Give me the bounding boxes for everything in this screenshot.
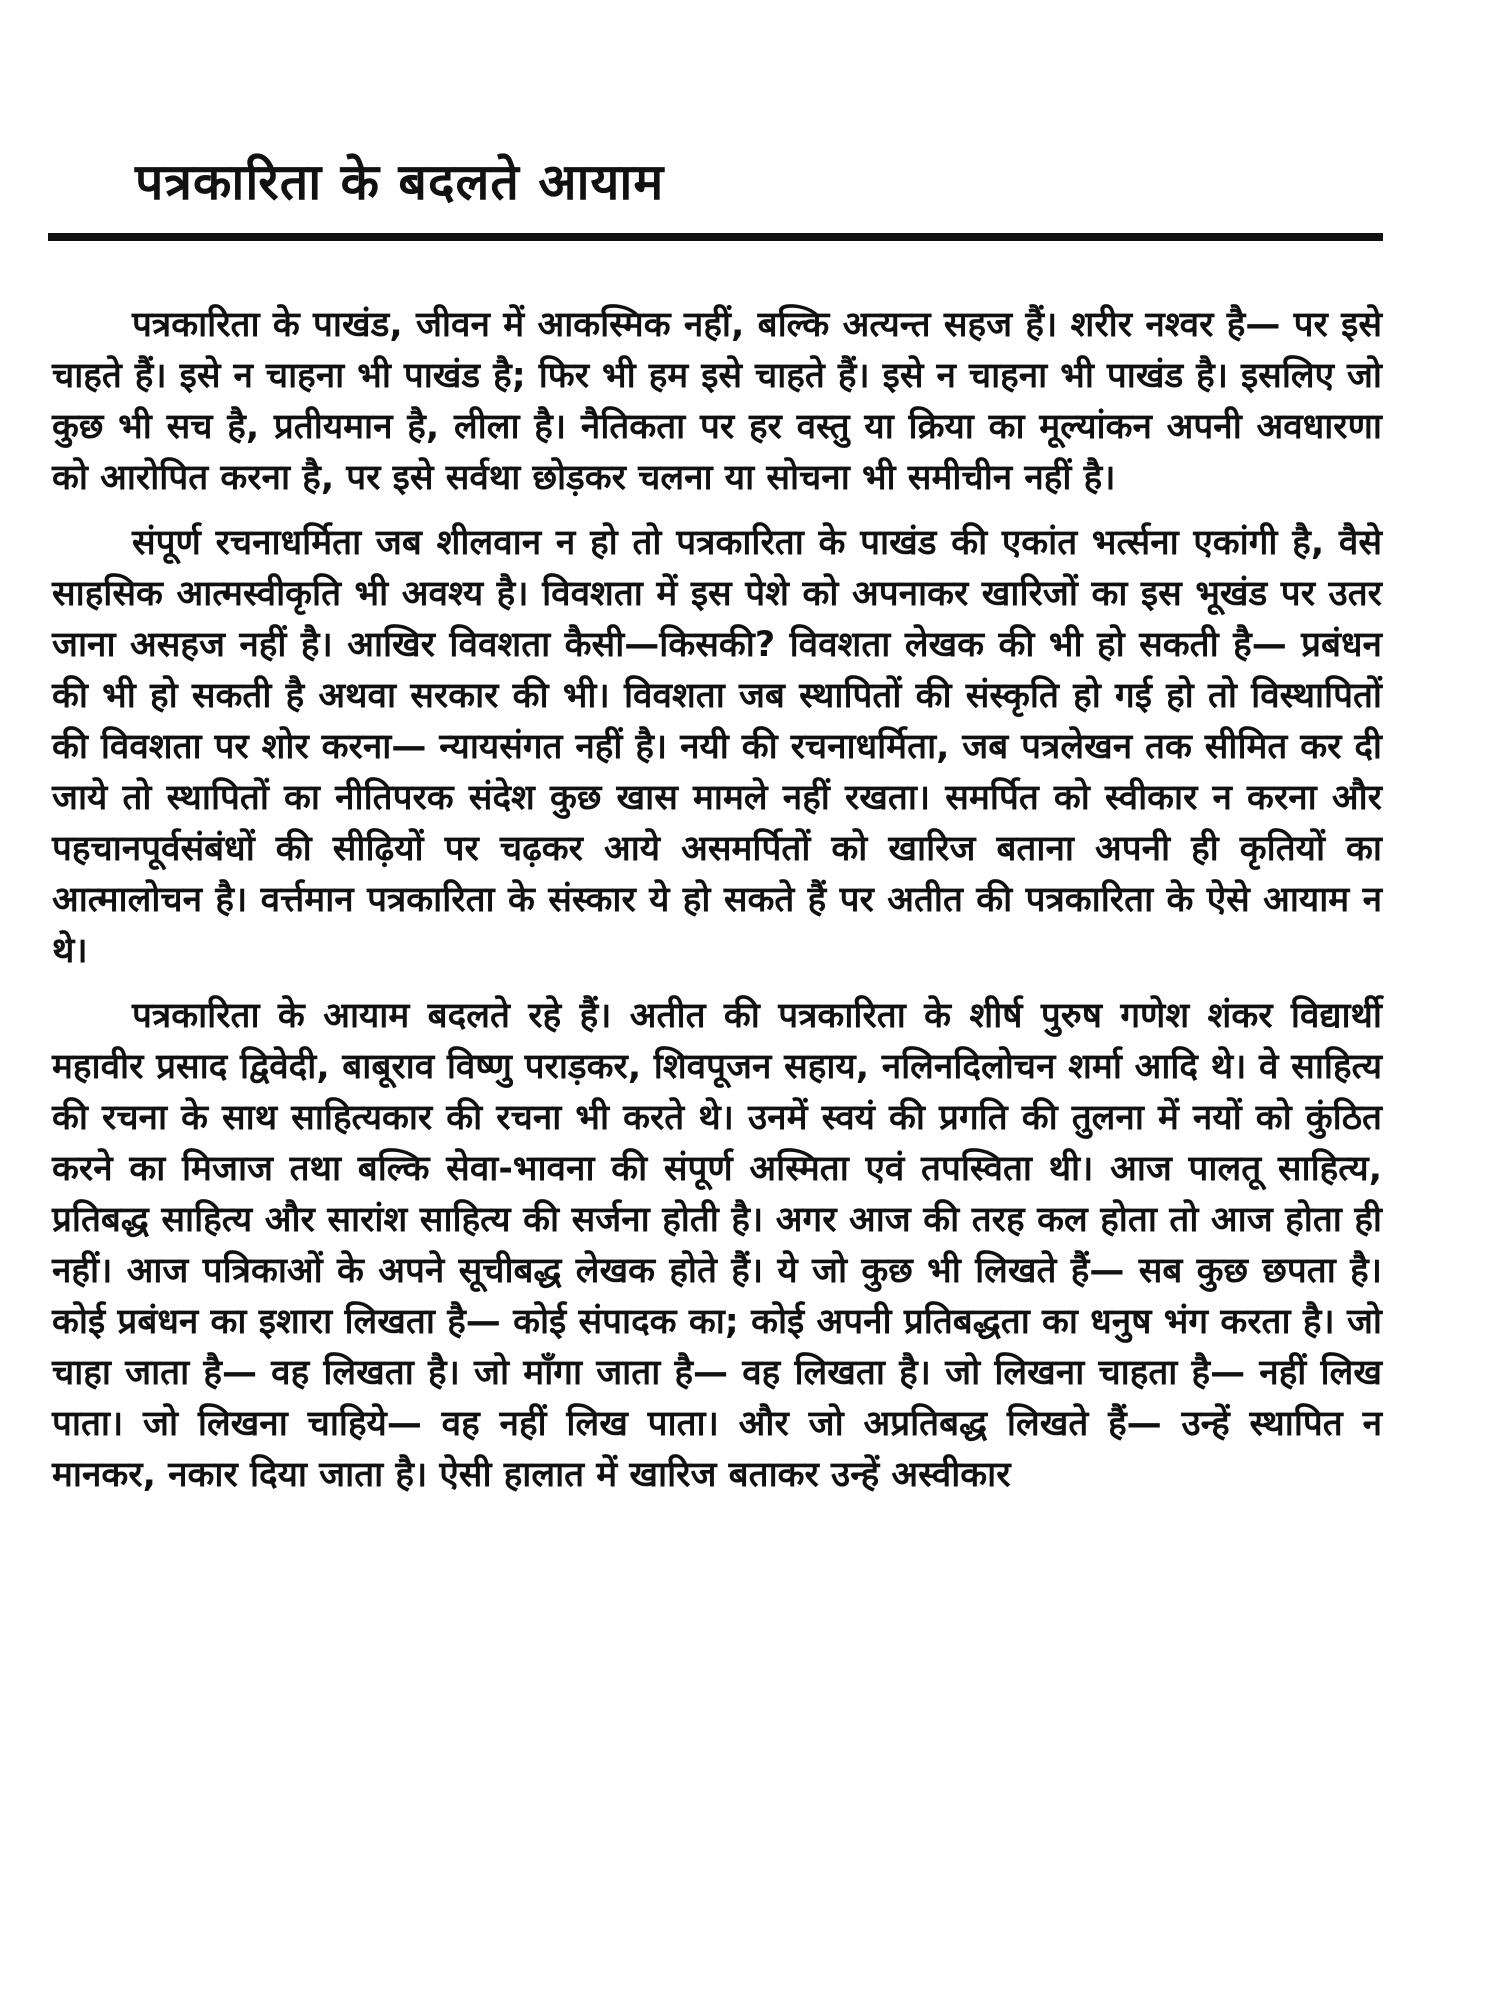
title-rule — [48, 233, 1383, 241]
article-body — [52, 300, 1382, 1501]
page-title: पत्रकारिता के बदलते आयाम — [135, 153, 665, 211]
paragraph-2: संपूर्ण रचनाधर्मिता जब शीलवान न हो तो पत्रकारिता के पाखंड की एकांत भर्त्सना एकांगी है, वैसे साहसिक आत्मस्वीकृति भी अवश्य है। विवशता में इस पेशे को अपनाकर खारिजों का इस भूखंड पर उतर जाना असहज नहीं है। आखिर विवशता कैसी—किसकी? विवशता लेखक की भी हो सकती है— प्रबंधन की भी हो सकती है अथवा सरकार की भी। विवशता जब स्थापितों की संस्कृति हो गई हो तो विस्थापितों की विवशता पर शोर करना— न्यायसंगत नहीं है। नयी की रचनाधर्मिता, जब पत्रलेखन तक सीमित कर दी जाये तो स्थापितों का नीतिपरक संदेश कुछ खास मामले नहीं रखता। समर्पित को स्वीकार न करना और पहचानपूर्वसंबंधों की सीढ़ियों पर चढ़कर आये असमर्पितों को खारिज बताना अपनी ही कृतियों का आत्मालोचन है। वर्त्तमान पत्रकारिता के संस्कार ये हो सकते हैं पर अतीत की पत्रकारिता के ऐसे आयाम न थे। — [52, 523, 1382, 971]
paragraph-1: पत्रकारिता के पाखंड, जीवन में आकस्मिक नहीं, बल्कि अत्यन्त सहज हैं। शरीर नश्वर है— पर इसे चाहते हैं। इसे न चाहना भी पाखंड है; फिर भी हम इसे चाहते हैं। इसे न चाहना भी पाखंड है। इसलिए जो कुछ भी सच है, प्रतीयमान है, लीला है। नैतिकता पर हर वस्तु या क्रिया का मूल्यांकन अपनी अवधारणा को आरोपित करना है, पर इसे सर्वथा छोड़कर चलना या सोचना भी समीचीन नहीं है। — [52, 305, 1382, 498]
paragraph-3: पत्रकारिता के आयाम बदलते रहे हैं। अतीत की पत्रकारिता के शीर्ष पुरुष गणेश शंकर विद्यार्थी महावीर प्रसाद द्विवेदी, बाबूराव विष्णु पराड़कर, शिवपूजन सहाय, नलिनदिलोचन शर्मा आदि थे। वे साहित्य की रचना के साथ साहित्यकार की रचना भी करते थे। उनमें स्वयं की प्रगति की तुलना में नयों को कुंठित करने का मिजाज तथा बल्कि सेवा-भावना की संपूर्ण अस्मिता एवं तपस्विता थी। आज पालतू साहित्य, प्रतिबद्ध साहित्य और सारांश साहित्य की सर्जना होती है। अगर आज की तरह कल होता तो आज होता ही नहीं। आज पत्रिकाओं के अपने सूचीबद्ध लेखक होते हैं। ये जो कुछ भी लिखते हैं— सब कुछ छपता है। कोई प्रबंधन का इशारा लिखता है— कोई संपादक का; कोई अपनी प्रतिबद्धता का धनुष भंग करता है। जो चाहा जाता है— वह लिखता है। जो माँगा जाता है— वह लिखता है। जो लिखना चाहता है— नहीं लिख पाता। जो लिखना चाहिये— वह नहीं लिख पाता। और जो अप्रतिबद्ध लिखते हैं— उन्हें स्थापित न मानकर, नकार दिया जाता है। ऐसी हालात में खारिज बताकर उन्हें अस्वीकार — [52, 996, 1382, 1495]
